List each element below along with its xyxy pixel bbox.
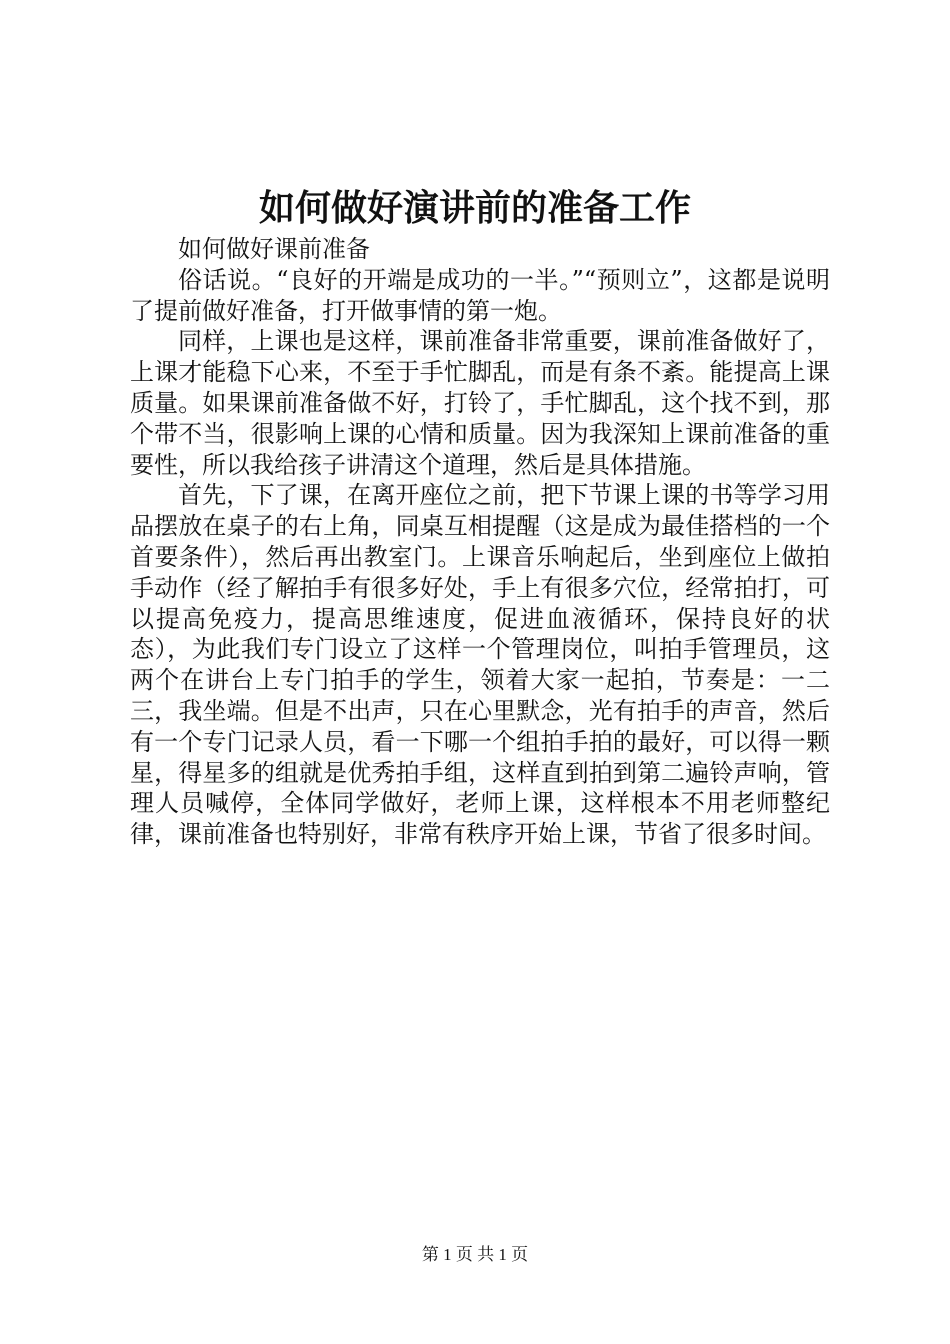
document-body (130, 234, 830, 850)
page-footer: 第 1 页 共 1 页 (421, 1245, 529, 1264)
document-title: 如何做好演讲前的准备工作 (258, 187, 691, 229)
paragraph-subtitle: 如何做好课前准备 (178, 235, 370, 263)
paragraph-proverb: 俗话说。“良好的开端是成功的一半。”“预则立”，这都是说明了提前做好准备，打开做事情的第一炮。 (130, 265, 830, 325)
paragraph-measures: 首先，下了课，在离开座位之前，把下节课上课的书等学习用品摆放在桌子的右上角，同桌互相提醒（这是成为最佳搭档的一个首要条件），然后再出教室门。上课音乐响起后，坐到座位上做拍手动作（经了解拍手有很多好处，手上有很多穴位，经常拍打，可以提高免疫力，提高思维速度，促进血液循环，保持良好的状态），为此我们专门设立了这样一个管理岗位，叫拍手管理员，这两个在讲台上专门拍手的学生，领着大家一起拍，节奏是：一二三，我坐端。但是不出声，只在心里默念，光有拍手的声音，然后有一个专门记录人员，看一下哪一个组拍手拍的最好，可以得一颗星，得星多的组就是优秀拍手组，这样直到拍到第二遍铃声响，管理人员喊停，全体同学做好，老师上课，这样根本不用老师整纪律，课前准备也特别好，非常有秩序开始上课，节省了很多时间。 (130, 481, 830, 849)
paragraph-importance: 同样，上课也是这样，课前准备非常重要，课前准备做好了，上课才能稳下心来，不至于手忙脚乱，而是有条不紊。能提高上课质量。如果课前准备做不好，打铃了，手忙脚乱，这个找不到，那个带不当，很影响上课的心情和质量。因为我深知上课前准备的重要性，所以我给孩子讲清这个道理，然后是具体措施。 (130, 327, 830, 479)
